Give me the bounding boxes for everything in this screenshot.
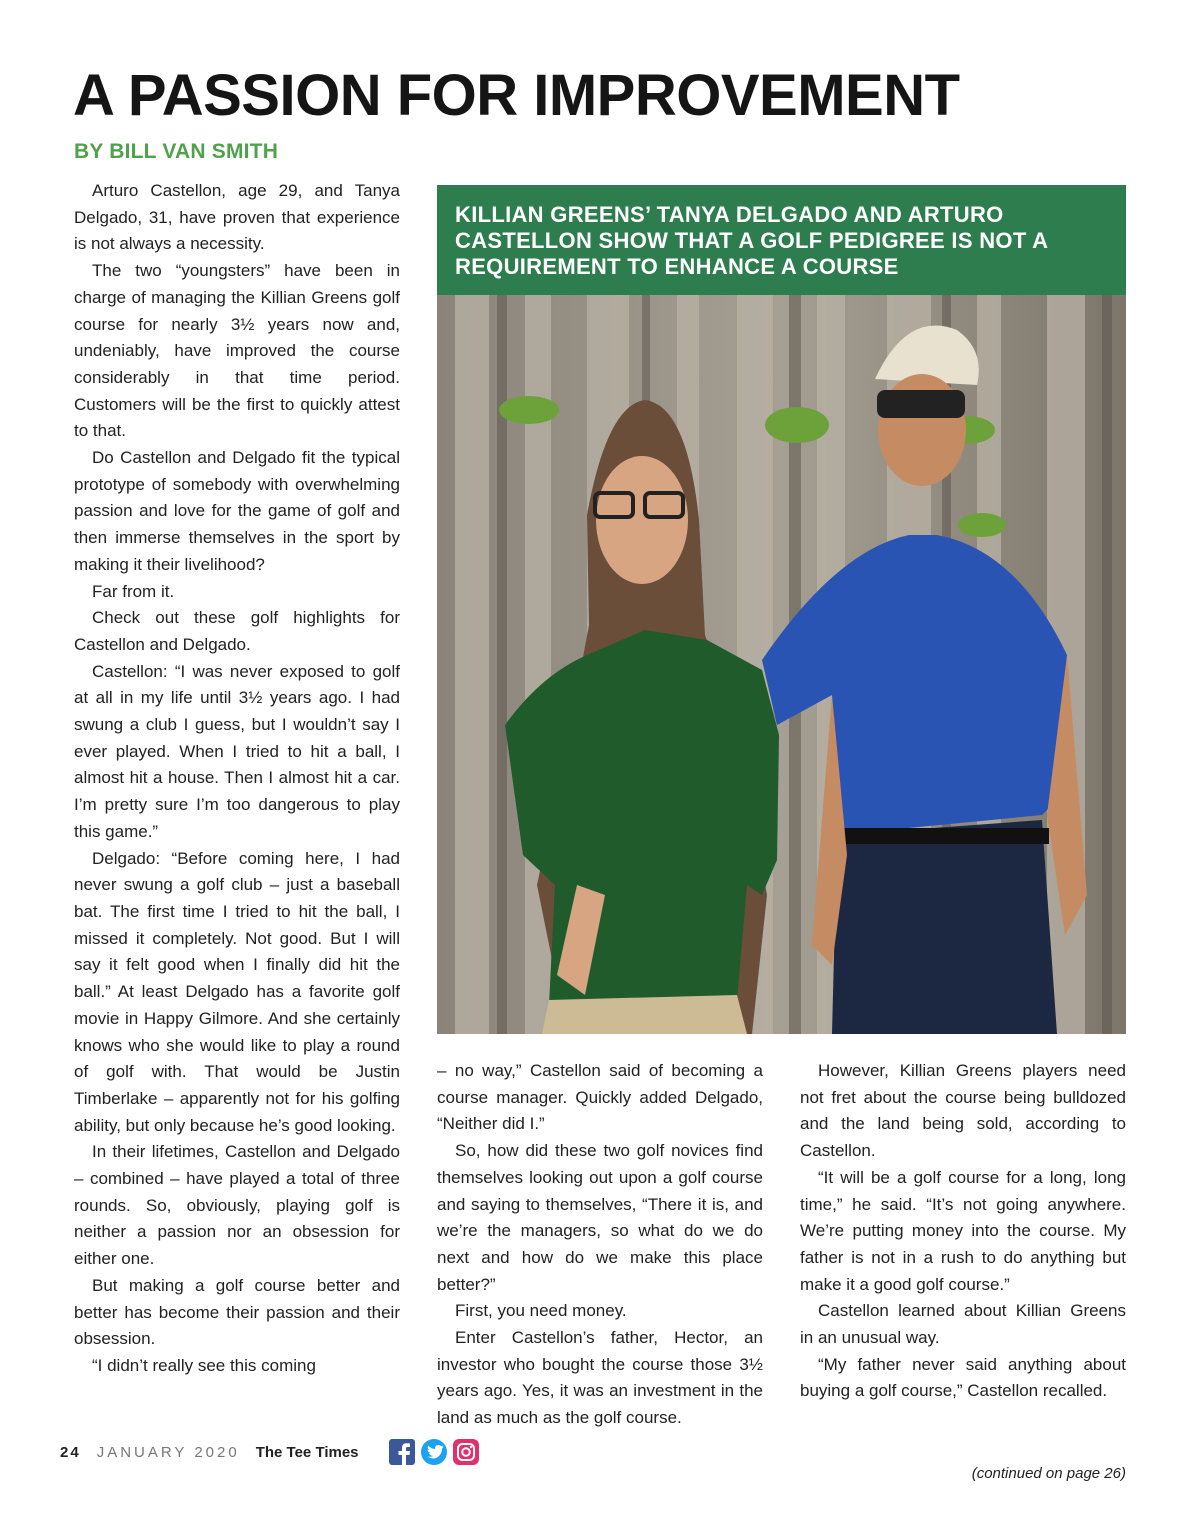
paragraph: – no way,” Castellon said of becoming a course manager. Quickly added Delgado, “Neither did I.”: [437, 1061, 763, 1134]
article-byline: BY BILL VAN SMITH: [74, 140, 279, 163]
paragraph: Check out these golf highlights for Castellon and Delgado.: [74, 608, 400, 654]
social-icons: [389, 1439, 479, 1465]
article-column-3: [800, 1058, 1126, 1405]
issue-date: JANUARY 2020: [96, 1443, 240, 1461]
paragraph: Do Castellon and Delgado fit the typical prototype of somebody with overwhelming passion and love for the game of golf and then immerse themselves in the sport by making it their livelihood?: [74, 448, 400, 574]
instagram-icon[interactable]: [453, 1439, 479, 1465]
page-number: 24: [60, 1443, 81, 1461]
photo-deck-headline: KILLIAN GREENS’ TANYA DELGADO AND ARTURO CASTELLON SHOW THAT A GOLF PEDIGREE IS NOT A REQUIREMENT TO ENHANCE A COURSE: [437, 185, 1126, 295]
continued-note: (continued on page 26): [971, 1465, 1126, 1482]
article-column-1: [74, 178, 400, 1380]
paragraph: Castellon: “I was never exposed to golf at all in my life until 3½ years ago. I had swung a club I guess, but I wouldn’t say I ever played. When I tried to hit a ball, I almost hit a house. Then I almost hit a car. I’m pretty sure I’m too dangerous to play this game.”: [74, 661, 400, 841]
paragraph: “It will be a golf course for a long, long time,” he said. “It’s not going anywhere. We’re putting money into the course. My father is not in a rush to do anything but make it a good golf course.”: [800, 1167, 1126, 1294]
article-column-2: [437, 1058, 763, 1432]
paragraph: “I didn’t really see this coming: [92, 1355, 316, 1375]
page-footer: [60, 1432, 479, 1472]
paragraph: Arturo Castellon, age 29, and Tanya Delgado, 31, have proven that experience is not always a necessity.: [74, 181, 400, 254]
twitter-icon[interactable]: [421, 1439, 447, 1465]
paragraph: Enter Castellon’s father, Hector, an investor who bought the course those 3½ years ago. Yes, it was an investment in the land as much as the golf course.: [437, 1328, 763, 1428]
paragraph: “My father never said anything about buying a golf course,” Castellon recalled.: [800, 1354, 1126, 1401]
publication-name: The Tee Times: [255, 1443, 359, 1461]
paragraph: Delgado: “Before coming here, I had never swung a golf club – just a baseball bat. The first time I tried to hit the ball, I missed it completely. Not good. But I will say it felt good when I finally did hit the ball.” At least Delgado has a favorite golf movie in Happy Gilmore. And she certainly knows who she would like to play a round of golf with. That would be Justin Timberlake – apparently not for his golfing ability, but only because he’s good looking.: [74, 848, 400, 1135]
paragraph: First, you need money.: [455, 1301, 627, 1321]
paragraph: Far from it.: [92, 581, 175, 601]
paragraph: In their lifetimes, Castellon and Delgado – combined – have played a total of three rounds. So, obviously, playing golf is neither a passion nor an obsession for either one.: [74, 1142, 400, 1269]
article-headline: A PASSION FOR IMPROVEMENT: [73, 63, 960, 128]
facebook-icon[interactable]: [389, 1439, 415, 1465]
paragraph: So, how did these two golf novices find themselves looking out upon a golf course and saying to themselves, “There it is, and we’re the managers, so what do we do next and how do we make this place better?”: [437, 1141, 763, 1294]
paragraph: The two “youngsters” have been in charge of managing the Killian Greens golf course for nearly 3½ years now and, undeniably, have improved the course considerably in that time period. Customers will be the first to quickly attest to that.: [74, 261, 400, 441]
photo-of-two-course-managers: [437, 295, 1126, 1034]
feature-photo-block: [437, 185, 1126, 1034]
paragraph: But making a golf course better and better has become their passion and their obsession.: [74, 1275, 400, 1349]
paragraph: However, Killian Greens players need not fret about the course being bulldozed and the land being sold, according to Castellon.: [800, 1061, 1126, 1161]
paragraph: Castellon learned about Killian Greens in an unusual way.: [800, 1301, 1126, 1348]
